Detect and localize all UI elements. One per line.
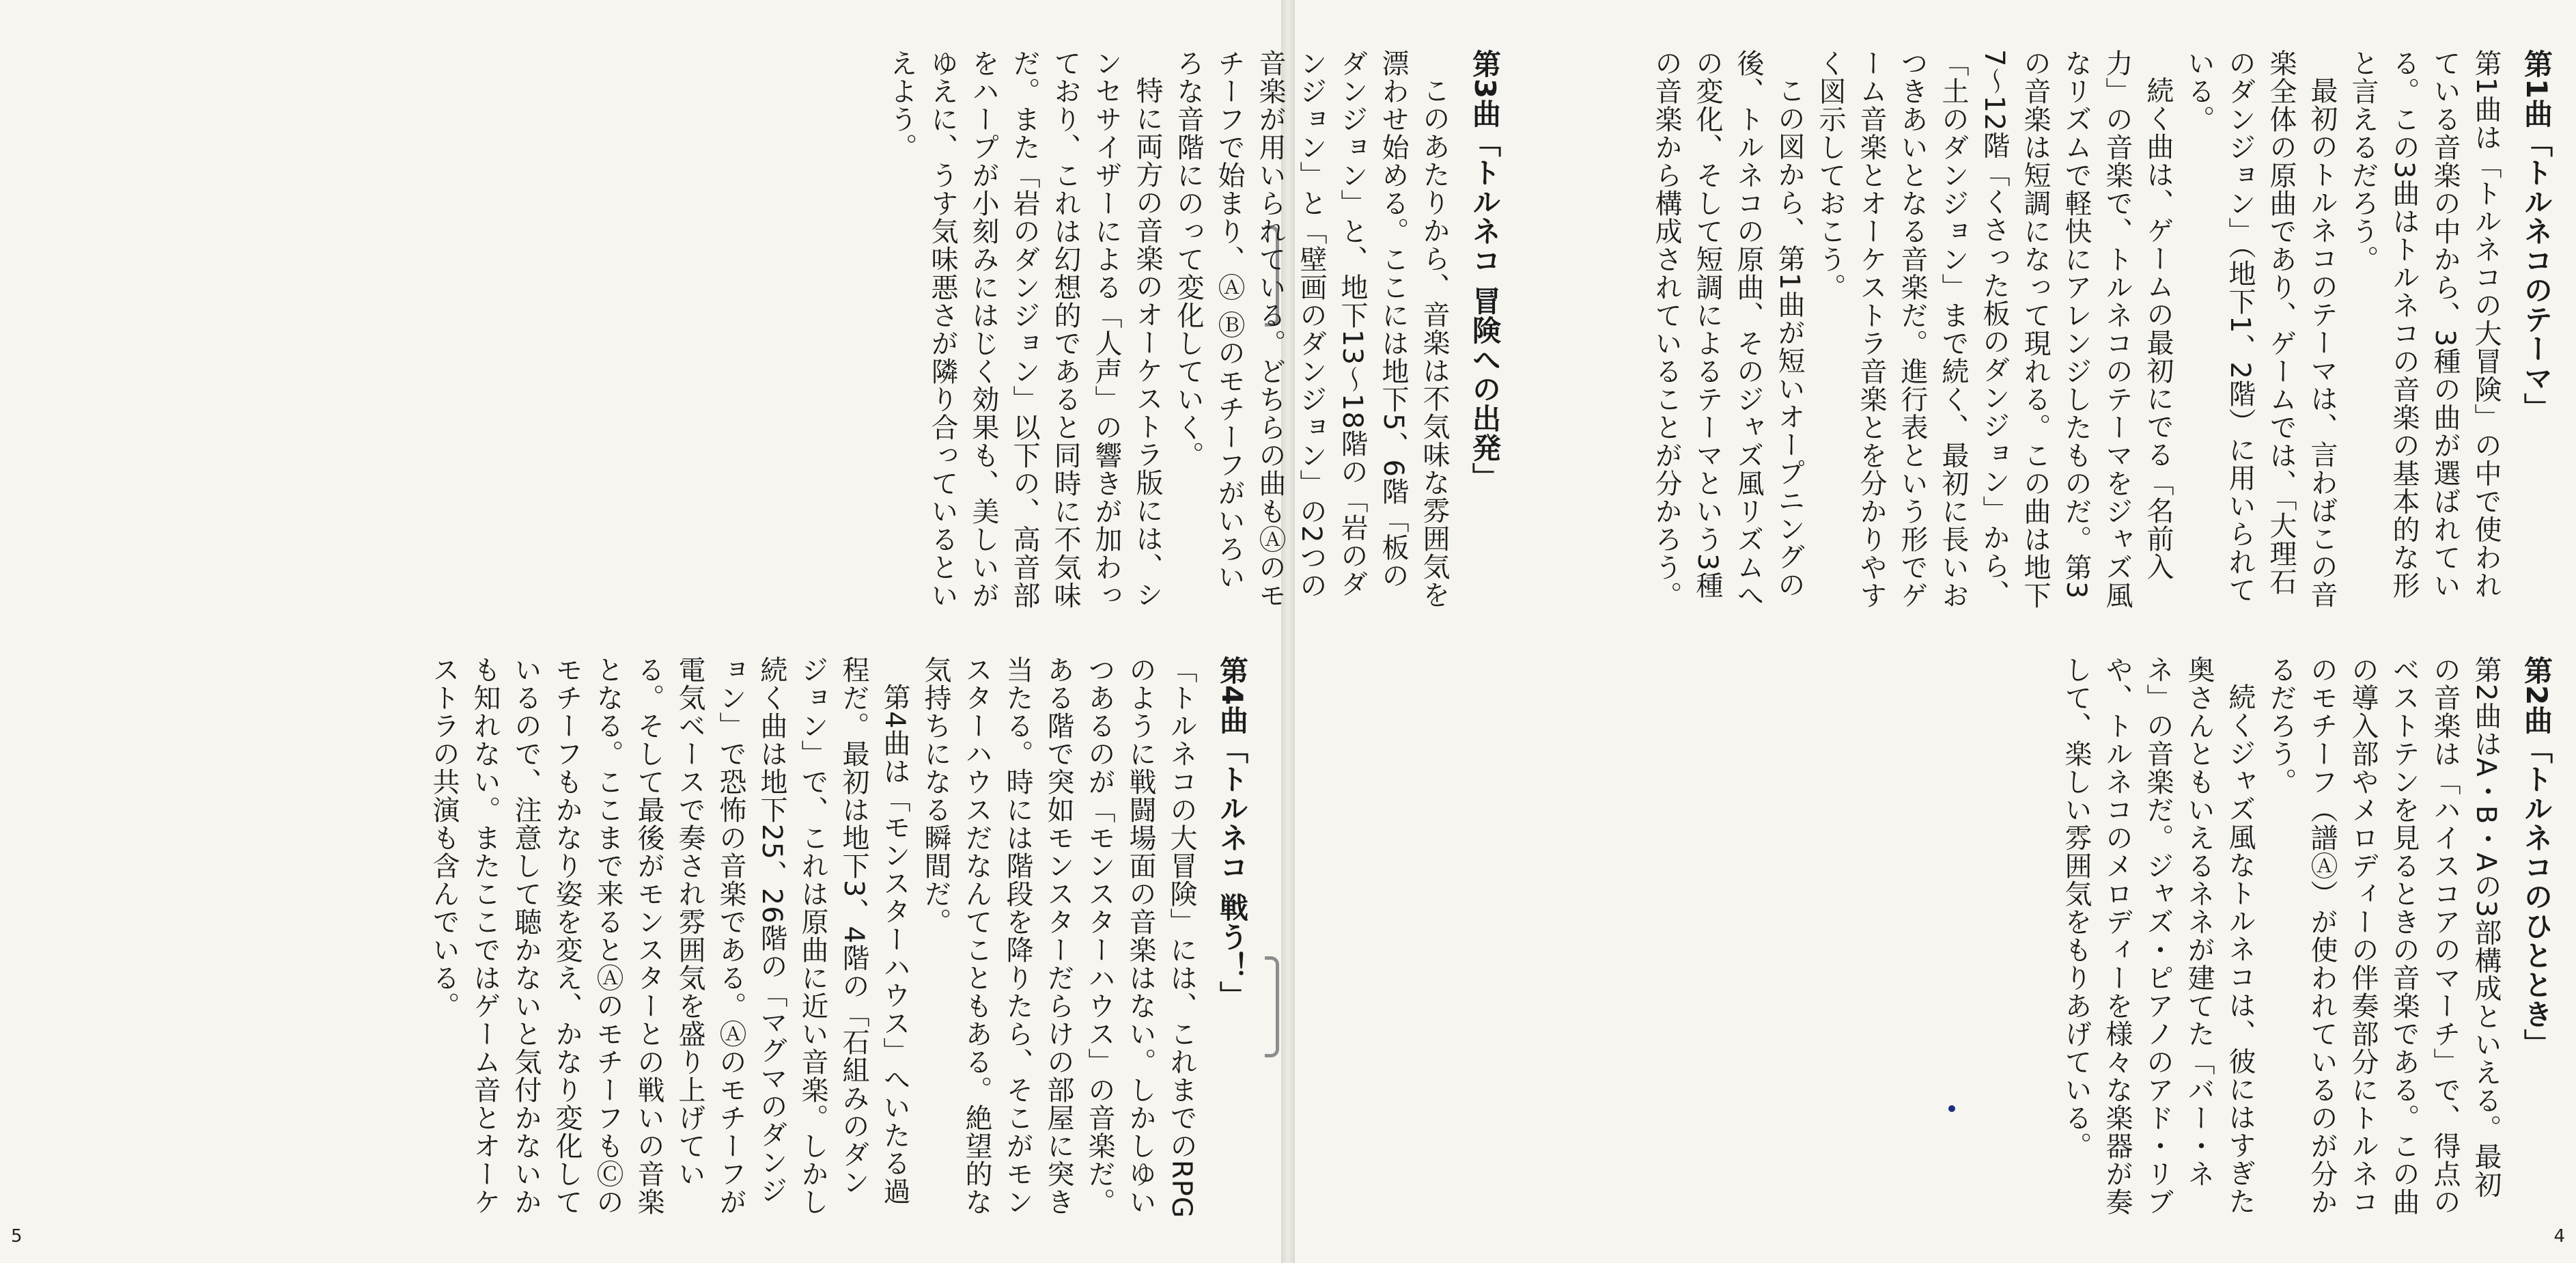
paragraph: このあたりから、音楽は不気味な雰囲気を漂わせ始める。ここには地下5、6階「板のダンジョン」と、地下13〜18階の「岩のダンジョン」と「壁画のダンジョン」の2つの音楽が用いられている。どちらの曲もⒶのモチーフで始まり、Ⓐ Ⓑのモチーフがいろいろな音階にのって変化していく。 bbox=[1173, 49, 1450, 609]
paragraph: 第1曲は「トルネコの大冒険」の中で使われている音楽の中から、3種の曲が選ばれている。この3曲はトルネコの音楽の基本的な形と言えるだろう。 bbox=[2347, 49, 2502, 600]
ink-dot bbox=[1948, 1105, 1955, 1112]
paragraph: 特に両方の音楽のオーケストラ版には、シンセサイザーによる「人声」の響きが加わっており、これは幻想的であると同時に不気味だ。また「岩のダンジョン」以下の、高音部をハープが小刻みにはじく効果も、美しいがゆえに、うす気味悪さが隣り合っているといえよう。 bbox=[886, 49, 1163, 609]
section-track-2 bbox=[2056, 656, 2557, 1223]
paragraph: この図から、第1曲が短いオープニングの後、トルネコの原曲、そのジャズ風リズムへの変化、そして短調によるテーマという3種の音楽から構成されていることが分かろう。 bbox=[1651, 49, 1805, 609]
paragraph: 「トルネコの大冒険」には、これまでのRPGのように戦闘場面の音楽はない。しかしゆいつあるのが「モンスターハウス」の音楽だ。ある階で突如モンスターだらけの部屋に突き当たる。時には階段を降りたら、そこがモンスターハウスだなんてこともある。絶望的な気持ちになる瞬間だ。 bbox=[920, 656, 1197, 1219]
section-title: 第4曲「トルネコ 戦う！」 bbox=[1216, 656, 1249, 1010]
page-number-right: 4 bbox=[2553, 1226, 2565, 1247]
section-title: 第3曲「トルネコ 冒険への出発」 bbox=[1468, 49, 1502, 492]
section-track-3 bbox=[881, 49, 1505, 609]
section-track-1 bbox=[1646, 49, 2557, 609]
paragraph: 続く曲は、ゲームの最初にでる「名前入力」の音楽で、トルネコのテーマをジャズ風なリズムで軽快にアレンジしたものだ。第3の音楽は短調になって現れる。この曲は地下7〜12階「くさった板のダンジョン」から、「土のダンジョン」まで続く、最初に長いおつきあいとなる音楽だ。進行表という形でゲーム音楽とオーケストラ音楽とを分かりやすく図示しておこう。 bbox=[1815, 49, 2174, 609]
staple-icon bbox=[1265, 956, 1279, 1057]
paragraph: 最初のトルネコのテーマは、言わばこの音楽全体の原曲であり、ゲームでは、「大理石のダンジョン」（地下1、2階）に用いられている。 bbox=[2183, 49, 2338, 609]
section-title: 第2曲「トルネコのひととき」 bbox=[2520, 656, 2553, 1059]
paragraph: 第4曲は「モンスターハウス」へいたる過程だ。最初は地下3、4階の「石組みのダンジョン」で、これは原曲に近い音楽。しかし続く曲は地下25、26階の「マグマのダンジョン」で恐怖の音楽である。Ⓐのモチーフが電気ベースで奏され雰囲気を盛り上げている。そして最後がモンスターとの戦いの音楽となる。ここまで来るとⒶのモチーフもⒸのモチーフもかなり姿を変え、かなり変化しているので、注意して聴かないと気付かないかも知れない。またここではゲーム音とオーケストラの共演も含んでいる。 bbox=[428, 656, 910, 1216]
page-number-left: 5 bbox=[11, 1226, 23, 1247]
paragraph: 第2曲はA・B・Aの3部構成といえる。最初の音楽は「ハイスコアのマーチ」で、得点のベストテンを見るときの音楽である。この曲の導入部やメロディーの伴奏部分にトルネコのモチーフ（譜Ⓐ）が使われているのが分かるだろう。 bbox=[2265, 656, 2502, 1216]
section-track-4 bbox=[423, 656, 1252, 1223]
section-title: 第1曲「トルネコのテーマ」 bbox=[2520, 49, 2553, 423]
paragraph: 続くジャズ風なトルネコは、彼にはすぎた奥さんともいえるネネが建てた「バー・ネネ」の音楽だ。ジャズ・ピアノのアド・リブや、トルネコのメロディーを様々な楽器が奏して、楽しい雰囲気をもりあげている。 bbox=[2060, 656, 2256, 1216]
